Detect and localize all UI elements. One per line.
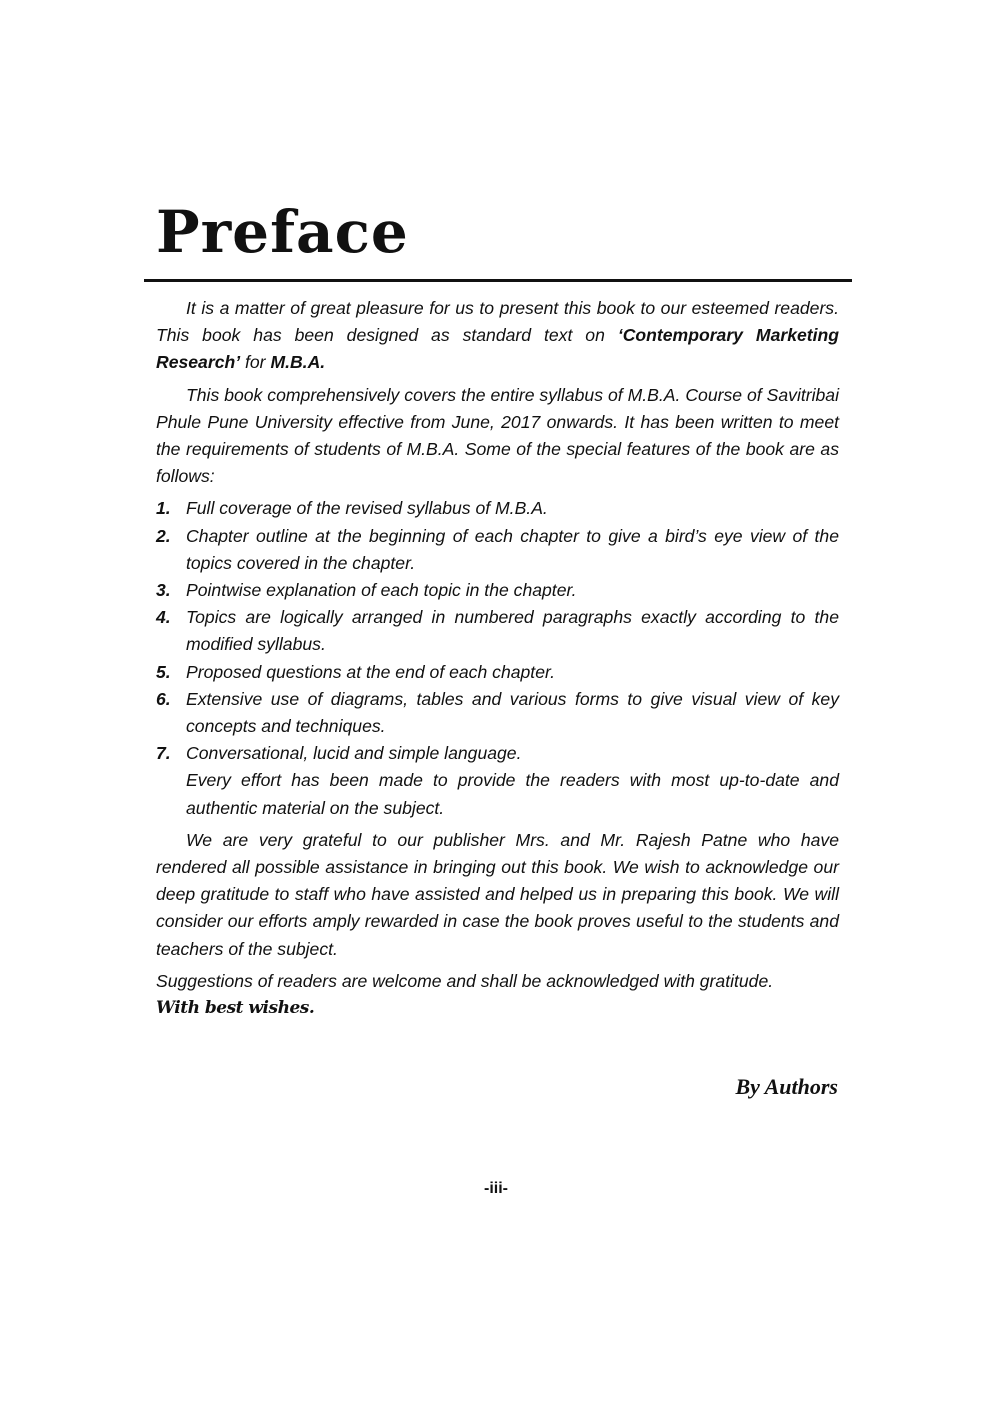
intro-paragraph	[156, 295, 839, 377]
feature-number: 5.	[156, 661, 171, 682]
feature-number: 1.	[156, 498, 171, 519]
author-signature: By Authors	[735, 1074, 838, 1099]
feature-item	[156, 495, 839, 522]
best-wishes: With best wishes.	[156, 998, 315, 1019]
title-divider	[144, 279, 852, 282]
feature-item	[156, 740, 839, 767]
feature-number: 7.	[156, 743, 171, 764]
features-list	[156, 495, 839, 767]
feature-number: 6.	[156, 688, 171, 709]
feature-text: Conversational, lucid and simple language.	[186, 743, 522, 764]
feature-item	[156, 577, 839, 604]
feature-text: Extensive use of diagrams, tables and various forms to give visual view of key concepts and techniques.	[186, 688, 839, 737]
page-number: -iii-	[484, 1180, 508, 1197]
feature-number: 3.	[156, 580, 171, 601]
feature-item	[156, 659, 839, 686]
feature-item	[156, 604, 839, 658]
feature-item	[156, 523, 839, 577]
feature-item	[156, 686, 839, 740]
page-title: Preface	[156, 198, 409, 266]
feature-text: Full coverage of the revised syllabus of M.B.A.	[186, 498, 548, 519]
gratitude-paragraph: We are very grateful to our publisher Mrs. and Mr. Rajesh Patne who have rendered all possible assistance in bringing out this book. We wish to acknowledge our deep gratitude to staff who have assisted and helped us in preparing this book. We will consider our efforts amply rewarded in case the book proves useful to the students and teachers of the subject.	[156, 829, 839, 959]
feature-number: 4.	[156, 607, 171, 628]
intro-text-a: It is a matter of great pleasure for us to present this book to our esteemed readers. This book has been designed as standard text on	[156, 298, 839, 346]
intro-text-b: for	[240, 352, 271, 373]
book-title: ‘Contemporary Marketing Research’	[156, 325, 840, 373]
feature-text: Chapter outline at the beginning of each chapter to give a bird’s eye view of the topics covered in the chapter.	[186, 525, 839, 573]
feature-number: 2.	[156, 525, 171, 546]
preface-body	[156, 295, 839, 1021]
suggestions-line: Suggestions of readers are welcome and shall be acknowledged with gratitude.	[156, 970, 774, 991]
coverage-paragraph: This book comprehensively covers the entire syllabus of M.B.A. Course of Savitribai Phule Pune University effective from June, 2017 onwards. It has been written to meet the requirements of students of M.B.A. Some of the special features of the book are as follows:	[156, 384, 839, 487]
feature-text: Proposed questions at the end of each chapter.	[186, 661, 556, 682]
course-name: M.B.A.	[270, 352, 326, 373]
effort-paragraph: Every effort has been made to provide the readers with most up-to-date and authentic material on the subject.	[186, 770, 839, 818]
feature-text: Pointwise explanation of each topic in the chapter.	[186, 580, 577, 601]
feature-text: Topics are logically arranged in numbered paragraphs exactly according to the modified syllabus.	[186, 607, 839, 655]
